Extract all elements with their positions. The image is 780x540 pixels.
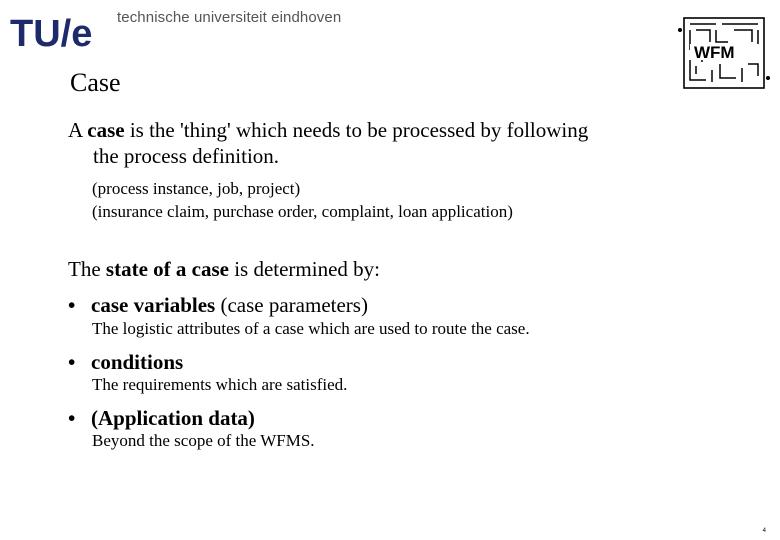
bullet-desc-conditions: The requirements which are satisfied. [92, 375, 348, 394]
page-number: 4 [762, 528, 766, 534]
slide-title: Case [70, 68, 121, 97]
example-line-1: (process instance, job, project) [92, 179, 301, 198]
bullet-application-data: • (Application data) [68, 406, 255, 430]
example-line-2: (insurance claim, purchase order, complaint, loan application) [92, 202, 513, 221]
university-name: technische universiteit eindhoven [117, 9, 342, 26]
tue-logo [10, 12, 105, 52]
bullet-case-variables: • case variables (case parameters) [68, 293, 368, 317]
wfm-logo [676, 14, 772, 94]
bullet-desc-case-variables: The logistic attributes of a case which are used to route the case. [92, 319, 530, 338]
tue-logo-text: TU/e [10, 13, 93, 52]
wfm-logo-text: WFM [694, 43, 735, 62]
bullet-desc-application-data: Beyond the scope of the WFMS. [92, 431, 315, 450]
case-definition: A case is the 'thing' which needs to be processed by following the process definition. [68, 118, 589, 168]
state-heading: The state of a case is determined by: [68, 257, 381, 281]
bullet-conditions: • conditions [68, 350, 184, 374]
case-term: case [87, 118, 125, 142]
